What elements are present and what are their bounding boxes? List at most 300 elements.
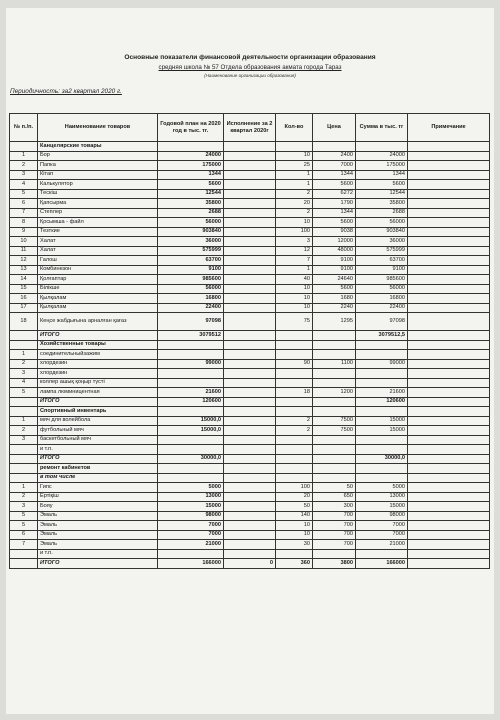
price-cell: 1680 — [313, 294, 356, 304]
total-row — [10, 331, 490, 341]
sum-cell — [356, 350, 408, 360]
quantity-cell: 100 — [276, 227, 313, 237]
note-cell — [408, 369, 490, 379]
item-name-cell: Қылқалам — [38, 294, 158, 304]
note-cell — [408, 511, 490, 521]
plan-cell: 903840 — [158, 227, 224, 237]
empty-cell — [276, 407, 313, 417]
note-cell — [408, 435, 490, 445]
item-name-cell: Эмаль — [38, 511, 158, 521]
price-cell — [313, 397, 356, 407]
empty-cell — [158, 340, 224, 350]
price-cell: 2400 — [313, 151, 356, 161]
note-cell — [408, 303, 490, 313]
price-cell: 3800 — [313, 559, 356, 569]
plan-cell: 166000 — [158, 559, 224, 569]
plan-cell: 56000 — [158, 218, 224, 228]
price-cell: 5600 — [313, 218, 356, 228]
note-cell — [408, 350, 490, 360]
quantity-cell: 25 — [276, 161, 313, 171]
section-title-cell: Спортивный инвентарь — [38, 407, 158, 417]
price-cell: 9100 — [313, 256, 356, 266]
section-row — [10, 340, 490, 350]
execution-cell — [224, 492, 276, 502]
row-number-cell — [10, 559, 38, 569]
row-number-cell: 3 — [10, 435, 38, 445]
row-number-cell: 2 — [10, 359, 38, 369]
note-cell — [408, 313, 490, 331]
row-number-cell: 15 — [10, 284, 38, 294]
quantity-cell: 20 — [276, 492, 313, 502]
sum-cell: 985600 — [356, 275, 408, 285]
quantity-cell: 12 — [276, 246, 313, 256]
execution-cell — [224, 208, 276, 218]
sum-cell: 903840 — [356, 227, 408, 237]
sum-cell — [356, 369, 408, 379]
execution-cell — [224, 369, 276, 379]
column-header: Годовой план на 2020 год в тыс. тг. — [158, 114, 224, 142]
execution-cell — [224, 521, 276, 531]
note-cell — [408, 189, 490, 199]
empty-cell — [158, 473, 224, 483]
plan-cell: 16800 — [158, 294, 224, 304]
item-name-cell: Білікше — [38, 284, 158, 294]
item-name-cell: Комбинезон — [38, 265, 158, 275]
quantity-cell — [276, 454, 313, 464]
plan-cell: 120600 — [158, 397, 224, 407]
row-number-cell: 1 — [10, 483, 38, 493]
plan-cell: 24000 — [158, 151, 224, 161]
execution-cell — [224, 170, 276, 180]
row-number-cell: 3 — [10, 502, 38, 512]
row-number-cell: 5 — [10, 388, 38, 398]
item-name-cell: Кеңсе жабдығына арналған қағаз — [38, 313, 158, 331]
price-cell: 1344 — [313, 170, 356, 180]
row-number-cell: 4 — [10, 180, 38, 190]
price-cell: 7500 — [313, 426, 356, 436]
row-number-cell: 9 — [10, 227, 38, 237]
execution-cell — [224, 294, 276, 304]
sum-cell: 16800 — [356, 294, 408, 304]
table-row — [10, 350, 490, 360]
quantity-cell: 30 — [276, 540, 313, 550]
table-row — [10, 549, 490, 559]
table-row — [10, 284, 490, 294]
item-name-cell: Бор — [38, 151, 158, 161]
price-cell: 6272 — [313, 189, 356, 199]
note-cell — [408, 227, 490, 237]
quantity-cell — [276, 350, 313, 360]
column-header: Примечание — [408, 114, 490, 142]
note-cell — [408, 218, 490, 228]
sum-cell — [356, 378, 408, 388]
total-row — [10, 454, 490, 464]
row-number-cell: 8 — [10, 218, 38, 228]
note-cell — [408, 265, 490, 275]
note-cell — [408, 540, 490, 550]
empty-cell — [356, 473, 408, 483]
document-title: Основные показатели финансовой деятельности организации образования — [124, 54, 376, 61]
section-row — [10, 407, 490, 417]
row-number-cell: 5 — [10, 511, 38, 521]
table-row — [10, 294, 490, 304]
note-cell — [408, 502, 490, 512]
plan-cell: 12544 — [158, 189, 224, 199]
quantity-cell: 2 — [276, 189, 313, 199]
row-number-cell — [10, 340, 38, 350]
sum-cell: 63700 — [356, 256, 408, 266]
empty-cell — [276, 473, 313, 483]
item-name-cell: Қылқалам — [38, 303, 158, 313]
table-row — [10, 265, 490, 275]
plan-cell: 7000 — [158, 521, 224, 531]
sum-cell: 13000 — [356, 492, 408, 502]
row-number-cell: 14 — [10, 275, 38, 285]
note-cell — [408, 208, 490, 218]
note-cell — [408, 237, 490, 247]
empty-cell — [276, 340, 313, 350]
execution-cell — [224, 388, 276, 398]
total-row — [10, 559, 490, 569]
price-cell: 7000 — [313, 161, 356, 171]
item-name-cell: Бояу — [38, 502, 158, 512]
section-title-cell: Канцелярские товары — [38, 142, 158, 152]
sum-cell: 5000 — [356, 483, 408, 493]
note-cell — [408, 454, 490, 464]
total-row — [10, 397, 490, 407]
note-cell — [408, 246, 490, 256]
execution-cell: 0 — [224, 559, 276, 569]
sum-cell: 30000,0 — [356, 454, 408, 464]
execution-cell — [224, 246, 276, 256]
empty-cell — [313, 142, 356, 152]
item-name-cell: Тескіш — [38, 189, 158, 199]
item-name-cell: лампа люминицентная — [38, 388, 158, 398]
table-row — [10, 502, 490, 512]
plan-cell: 7000 — [158, 530, 224, 540]
plan-cell: 15000,0 — [158, 416, 224, 426]
table-row — [10, 521, 490, 531]
table-body — [10, 142, 490, 569]
execution-cell — [224, 454, 276, 464]
sum-cell: 98000 — [356, 511, 408, 521]
plan-cell: 36000 — [158, 237, 224, 247]
item-name-cell: Халат — [38, 246, 158, 256]
execution-cell — [224, 511, 276, 521]
quantity-cell — [276, 445, 313, 455]
plan-cell: 30000,0 — [158, 454, 224, 464]
note-cell — [408, 294, 490, 304]
sum-cell: 35800 — [356, 199, 408, 209]
price-cell — [313, 549, 356, 559]
item-name-cell: футбольный мяч — [38, 426, 158, 436]
plan-cell: 575999 — [158, 246, 224, 256]
total-label-cell: ИТОГО — [38, 331, 158, 341]
quantity-cell: 7 — [276, 256, 313, 266]
note-cell — [408, 161, 490, 171]
price-cell: 300 — [313, 502, 356, 512]
execution-cell — [224, 161, 276, 171]
organization-caption: (Наименование организации образования) — [204, 73, 296, 78]
plan-cell: 13000 — [158, 492, 224, 502]
table-row — [10, 189, 490, 199]
table-row — [10, 445, 490, 455]
quantity-cell — [276, 549, 313, 559]
item-name-cell: Папка — [38, 161, 158, 171]
plan-cell: 15000 — [158, 502, 224, 512]
sum-cell: 5600 — [356, 180, 408, 190]
plan-cell — [158, 378, 224, 388]
plan-cell — [158, 435, 224, 445]
table-row — [10, 218, 490, 228]
empty-cell — [356, 464, 408, 474]
column-header: Кол-во — [276, 114, 313, 142]
row-number-cell: 6 — [10, 530, 38, 540]
price-cell: 1790 — [313, 199, 356, 209]
sum-cell: 7000 — [356, 521, 408, 531]
note-cell — [408, 359, 490, 369]
table-row — [10, 369, 490, 379]
row-number-cell: 17 — [10, 303, 38, 313]
sum-cell: 21000 — [356, 540, 408, 550]
price-cell: 12000 — [313, 237, 356, 247]
execution-cell — [224, 199, 276, 209]
table-row — [10, 170, 490, 180]
quantity-cell: 40 — [276, 275, 313, 285]
empty-cell — [356, 142, 408, 152]
plan-cell: 56000 — [158, 284, 224, 294]
item-name-cell: соединительныйзажим — [38, 350, 158, 360]
column-header: Наименование товаров — [38, 114, 158, 142]
quantity-cell — [276, 397, 313, 407]
item-name-cell: Эмаль — [38, 540, 158, 550]
item-name-cell: Степлер — [38, 208, 158, 218]
sum-cell: 99000 — [356, 359, 408, 369]
table-row — [10, 416, 490, 426]
note-cell — [408, 180, 490, 190]
plan-cell — [158, 549, 224, 559]
item-name-cell: Қосымша - файл — [38, 218, 158, 228]
item-name-cell: и т.п. — [38, 549, 158, 559]
note-cell — [408, 483, 490, 493]
row-number-cell: 3 — [10, 369, 38, 379]
execution-cell — [224, 151, 276, 161]
quantity-cell: 1 — [276, 170, 313, 180]
sum-cell: 56000 — [356, 284, 408, 294]
price-cell — [313, 350, 356, 360]
execution-cell — [224, 284, 276, 294]
execution-cell — [224, 331, 276, 341]
quantity-cell — [276, 369, 313, 379]
price-cell: 1344 — [313, 208, 356, 218]
sum-cell: 2688 — [356, 208, 408, 218]
row-number-cell: 1 — [10, 151, 38, 161]
quantity-cell: 75 — [276, 313, 313, 331]
price-cell — [313, 378, 356, 388]
empty-cell — [408, 340, 490, 350]
sum-cell: 575999 — [356, 246, 408, 256]
item-name-cell: Калькулятор — [38, 180, 158, 190]
quantity-cell: 2 — [276, 416, 313, 426]
quantity-cell: 100 — [276, 483, 313, 493]
plan-cell: 97098 — [158, 313, 224, 331]
item-name-cell: Тезткие — [38, 227, 158, 237]
plan-cell — [158, 350, 224, 360]
price-cell: 1295 — [313, 313, 356, 331]
price-cell: 48000 — [313, 246, 356, 256]
price-cell: 700 — [313, 540, 356, 550]
row-number-cell: 3 — [10, 170, 38, 180]
execution-cell — [224, 256, 276, 266]
table-row — [10, 256, 490, 266]
plan-cell — [158, 445, 224, 455]
execution-cell — [224, 218, 276, 228]
table-row — [10, 492, 490, 502]
execution-cell — [224, 530, 276, 540]
note-cell — [408, 530, 490, 540]
empty-cell — [224, 142, 276, 152]
total-label-cell: ИТОГО — [38, 559, 158, 569]
quantity-cell: 10 — [276, 530, 313, 540]
row-number-cell: 7 — [10, 208, 38, 218]
price-cell — [313, 369, 356, 379]
empty-cell — [408, 142, 490, 152]
price-cell: 24640 — [313, 275, 356, 285]
section-row — [10, 464, 490, 474]
empty-cell — [408, 464, 490, 474]
price-cell — [313, 331, 356, 341]
table-row — [10, 435, 490, 445]
item-name-cell: Ертіқіш — [38, 492, 158, 502]
price-cell: 700 — [313, 521, 356, 531]
execution-cell — [224, 549, 276, 559]
item-name-cell: Кітап — [38, 170, 158, 180]
quantity-cell: 50 — [276, 502, 313, 512]
item-name-cell: Халат — [38, 237, 158, 247]
plan-cell: 2688 — [158, 208, 224, 218]
table-row — [10, 483, 490, 493]
plan-cell: 5600 — [158, 180, 224, 190]
plan-cell: 985600 — [158, 275, 224, 285]
price-cell: 700 — [313, 511, 356, 521]
table-row — [10, 378, 490, 388]
quantity-cell: 10 — [276, 218, 313, 228]
table-row — [10, 237, 490, 247]
section-row — [10, 473, 490, 483]
plan-cell: 15000,0 — [158, 426, 224, 436]
empty-cell — [313, 473, 356, 483]
section-row — [10, 142, 490, 152]
empty-cell — [224, 340, 276, 350]
plan-cell: 1344 — [158, 170, 224, 180]
empty-cell — [224, 464, 276, 474]
sum-cell: 21600 — [356, 388, 408, 398]
organization-line: средняя школа № 57 Отдела образования акмата города Тараз — [158, 64, 342, 71]
empty-cell — [224, 473, 276, 483]
column-header: Исполнение за 2 квартал 2020г — [224, 114, 276, 142]
sum-cell: 15000 — [356, 416, 408, 426]
row-number-cell — [10, 331, 38, 341]
table-row — [10, 151, 490, 161]
quantity-cell: 360 — [276, 559, 313, 569]
note-cell — [408, 331, 490, 341]
row-number-cell — [10, 549, 38, 559]
price-cell: 50 — [313, 483, 356, 493]
row-number-cell — [10, 397, 38, 407]
execution-cell — [224, 378, 276, 388]
plan-cell — [158, 369, 224, 379]
row-number-cell: 5 — [10, 521, 38, 531]
item-name-cell: Эмаль — [38, 530, 158, 540]
execution-cell — [224, 435, 276, 445]
execution-cell — [224, 275, 276, 285]
sum-cell: 9100 — [356, 265, 408, 275]
item-name-cell: мяч для волейбола — [38, 416, 158, 426]
empty-cell — [408, 473, 490, 483]
row-number-cell: 13 — [10, 265, 38, 275]
row-number-cell — [10, 464, 38, 474]
price-cell — [313, 435, 356, 445]
execution-cell — [224, 502, 276, 512]
quantity-cell: 2 — [276, 426, 313, 436]
table-header-row — [10, 114, 490, 142]
sum-cell: 12544 — [356, 189, 408, 199]
sum-cell: 56000 — [356, 218, 408, 228]
row-number-cell — [10, 454, 38, 464]
row-number-cell: 1 — [10, 416, 38, 426]
row-number-cell: 16 — [10, 294, 38, 304]
total-label-cell: ИТОГО — [38, 454, 158, 464]
quantity-cell — [276, 331, 313, 341]
quantity-cell: 1 — [276, 180, 313, 190]
plan-cell: 9100 — [158, 265, 224, 275]
row-number-cell: 1 — [10, 350, 38, 360]
note-cell — [408, 492, 490, 502]
empty-cell — [356, 340, 408, 350]
note-cell — [408, 416, 490, 426]
sum-cell: 22400 — [356, 303, 408, 313]
row-number-cell: 11 — [10, 246, 38, 256]
price-cell: 9100 — [313, 265, 356, 275]
row-number-cell — [10, 473, 38, 483]
note-cell — [408, 445, 490, 455]
execution-cell — [224, 540, 276, 550]
table-row — [10, 246, 490, 256]
table-row — [10, 540, 490, 550]
quantity-cell — [276, 378, 313, 388]
row-number-cell: 6 — [10, 199, 38, 209]
execution-cell — [224, 237, 276, 247]
note-cell — [408, 284, 490, 294]
price-cell: 9038 — [313, 227, 356, 237]
quantity-cell: 3 — [276, 237, 313, 247]
quantity-cell — [276, 435, 313, 445]
empty-cell — [313, 340, 356, 350]
plan-cell: 22400 — [158, 303, 224, 313]
price-cell — [313, 445, 356, 455]
execution-cell — [224, 227, 276, 237]
row-number-cell: 12 — [10, 256, 38, 266]
price-cell: 1200 — [313, 388, 356, 398]
item-name-cell: Қолғаптар — [38, 275, 158, 285]
sum-cell: 7000 — [356, 530, 408, 540]
note-cell — [408, 388, 490, 398]
table-row — [10, 180, 490, 190]
row-number-cell: 7 — [10, 540, 38, 550]
item-name-cell: хлордезин — [38, 359, 158, 369]
execution-cell — [224, 350, 276, 360]
table-row — [10, 161, 490, 171]
